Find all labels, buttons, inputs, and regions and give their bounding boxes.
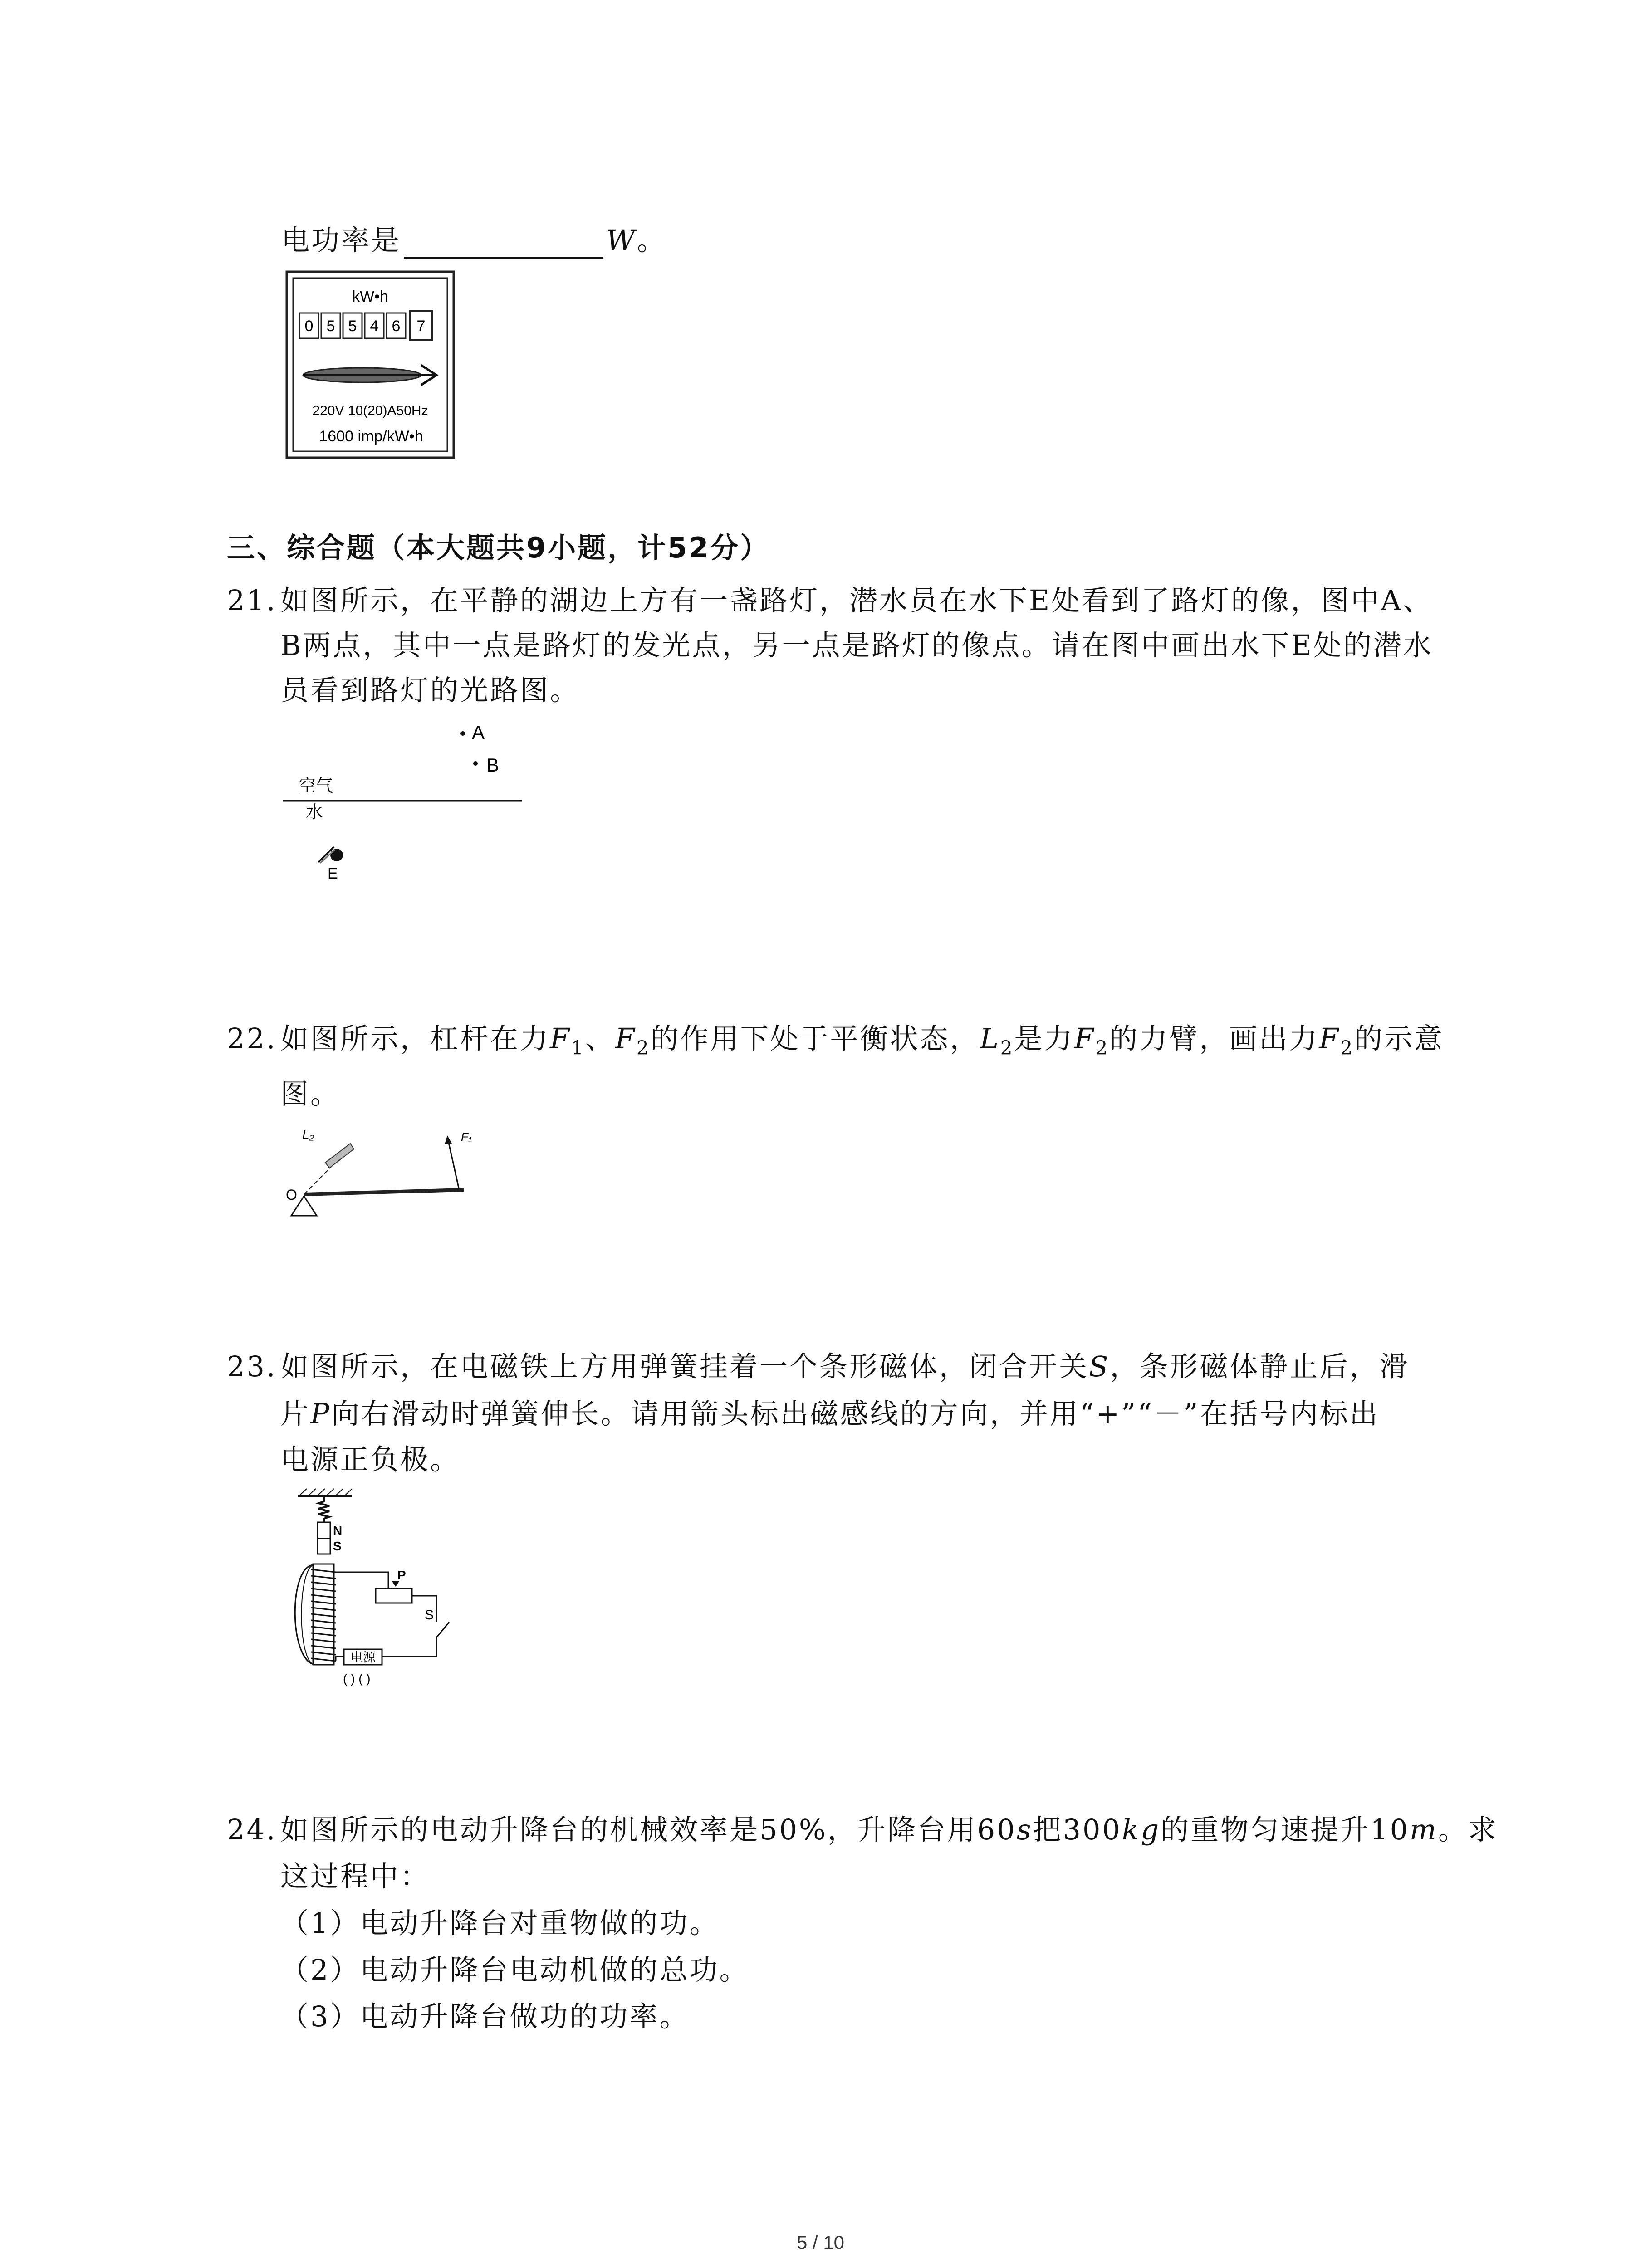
- wire-bottom-right: [382, 1637, 436, 1657]
- meter-digit-2: 5: [326, 318, 335, 335]
- answer-blank: [404, 230, 603, 259]
- q22-lever-figure: [278, 1123, 486, 1220]
- unit-s: s: [1016, 1813, 1033, 1846]
- unit-w: W: [606, 224, 637, 257]
- q22-text-a: 如图所示，杠杆在力: [280, 1022, 550, 1055]
- q21-lake-figure: [277, 719, 531, 891]
- electricity-meter-figure: [285, 270, 457, 460]
- q23-line-1: [227, 1349, 1410, 1385]
- f-sub-2: 2: [1340, 1036, 1355, 1059]
- q24-item-2: （2）电动升降台电动机做的总功。: [280, 1953, 749, 1986]
- meter-digit-1: 0: [304, 318, 314, 335]
- s-symbol: S: [1089, 1350, 1110, 1383]
- label-l2: L₂: [302, 1128, 314, 1142]
- q24-line-2: 这过程中：: [280, 1860, 431, 1893]
- meter-disc-arrow-icon: [303, 365, 436, 385]
- label-a: A: [472, 722, 485, 743]
- q21-number: 21.: [227, 584, 277, 617]
- prev-answer-line: [281, 222, 667, 259]
- q23-text-a: 如图所示，在电磁铁上方用弹簧挂着一个条形磁体，闭合开关: [280, 1350, 1089, 1383]
- f-symbol: F: [550, 1022, 572, 1055]
- label-switch: S: [425, 1608, 434, 1623]
- q23-line-2: [280, 1396, 1379, 1432]
- q22-text-c: 是力: [1014, 1022, 1074, 1055]
- ceiling-hatch: [300, 1489, 352, 1495]
- label-n: N: [333, 1524, 343, 1538]
- q22-text-b: 的作用下处于平衡状态，: [650, 1022, 980, 1055]
- l-symbol: L: [980, 1022, 1000, 1055]
- q24-text-c: 的重物匀速提升10: [1161, 1813, 1410, 1846]
- switch-lever: [436, 1622, 449, 1637]
- q22-text-e: 的示意: [1354, 1022, 1445, 1055]
- q21-line-1: [227, 582, 1433, 619]
- q24-item-3: （3）电动升降台做功的功率。: [280, 2000, 690, 2033]
- l-sub-2: 2: [1000, 1036, 1014, 1059]
- f-sub-2: 2: [636, 1036, 651, 1059]
- q22-line-1: [227, 1021, 1444, 1066]
- meter-digit-5: 6: [392, 318, 401, 335]
- meter-spec: 220V 10(20)A50Hz: [312, 403, 428, 418]
- q22-sep: 、: [585, 1022, 615, 1055]
- q24-text-a: 如图所示的电动升降台的机械效率是50%，升降台用60: [280, 1813, 1017, 1846]
- f-symbol: F: [615, 1022, 637, 1055]
- q21-line-2: B两点，其中一点是路灯的发光点，另一点是路灯的像点。请在图中画出水下E处的潜水: [280, 629, 1433, 662]
- wire-top: [336, 1572, 388, 1588]
- spring: [318, 1497, 329, 1522]
- q23-text-b: ，条形磁体静止后，滑: [1110, 1350, 1410, 1383]
- q21-line-3: 员看到路灯的光路图。: [280, 674, 580, 707]
- q23-electromagnet-figure: [275, 1488, 484, 1692]
- meter-digits: [299, 311, 432, 340]
- p-symbol: P: [310, 1397, 331, 1430]
- f-sub-2: 2: [1095, 1036, 1110, 1059]
- section-heading: 三、综合题（本大题共9小题，计52分）: [227, 531, 770, 564]
- f1-arrow-line: [448, 1141, 459, 1190]
- q22-line-2: 图。: [280, 1077, 341, 1110]
- q24-text-d: 。求: [1438, 1813, 1498, 1846]
- lever-bar: [304, 1190, 464, 1194]
- meter-imp: 1600 imp/kW•h: [319, 428, 423, 445]
- f1-arrow-head: [445, 1135, 452, 1144]
- unit-kg: kg: [1122, 1813, 1161, 1846]
- q21-text-1: 如图所示，在平静的湖边上方有一盏路灯，潜水员在水下E处看到了路灯的像，图中A、: [280, 584, 1433, 617]
- q23-text-d: 向右滑动时弹簧伸长。请用箭头标出磁感线的方向，并用“+”“－”在括号内标出: [331, 1397, 1380, 1430]
- meter-digit-3: 5: [348, 318, 357, 335]
- unit-m: m: [1410, 1813, 1438, 1846]
- prev-period: 。: [637, 224, 667, 257]
- q23-line-3: 电源正负极。: [280, 1443, 460, 1476]
- prev-text: 电功率是: [281, 224, 402, 257]
- q24-text-b: 把300: [1033, 1813, 1122, 1846]
- q23-text-c: 片: [280, 1397, 311, 1430]
- wire-bottom-left: [336, 1657, 344, 1661]
- label-brackets: ( ) ( ): [343, 1672, 371, 1686]
- label-air: 空气: [299, 777, 333, 796]
- label-s: S: [333, 1539, 342, 1553]
- label-p: P: [397, 1568, 406, 1582]
- point-a-dot: [460, 731, 465, 736]
- meter-unit: kW•h: [352, 288, 388, 305]
- label-o: O: [286, 1187, 297, 1203]
- diver-eye-icon: [318, 847, 343, 863]
- meter-digit-6: 7: [416, 318, 426, 335]
- rheostat: [376, 1589, 412, 1603]
- point-b-dot: [473, 761, 478, 766]
- label-b: B: [486, 754, 500, 776]
- label-e: E: [328, 865, 338, 882]
- q24-number: 24.: [227, 1813, 277, 1846]
- f-symbol: F: [1319, 1022, 1341, 1055]
- label-f1: F₁: [461, 1130, 472, 1144]
- label-power-source: 电源: [350, 1650, 376, 1664]
- l2-bracket: [325, 1144, 354, 1168]
- label-water: 水: [306, 803, 323, 822]
- page-number: 5 / 10: [796, 2232, 845, 2253]
- f-symbol: F: [1074, 1022, 1096, 1055]
- q23-number: 23.: [227, 1350, 277, 1383]
- meter-digit-4: 4: [370, 318, 379, 335]
- q24-line-1: [227, 1812, 1498, 1848]
- q22-text-d: 的力臂，画出力: [1109, 1022, 1319, 1055]
- q22-number: 22.: [227, 1022, 277, 1055]
- f-sub-1: 1: [571, 1036, 585, 1059]
- q24-item-1: （1）电动升降台对重物做的功。: [280, 1906, 720, 1940]
